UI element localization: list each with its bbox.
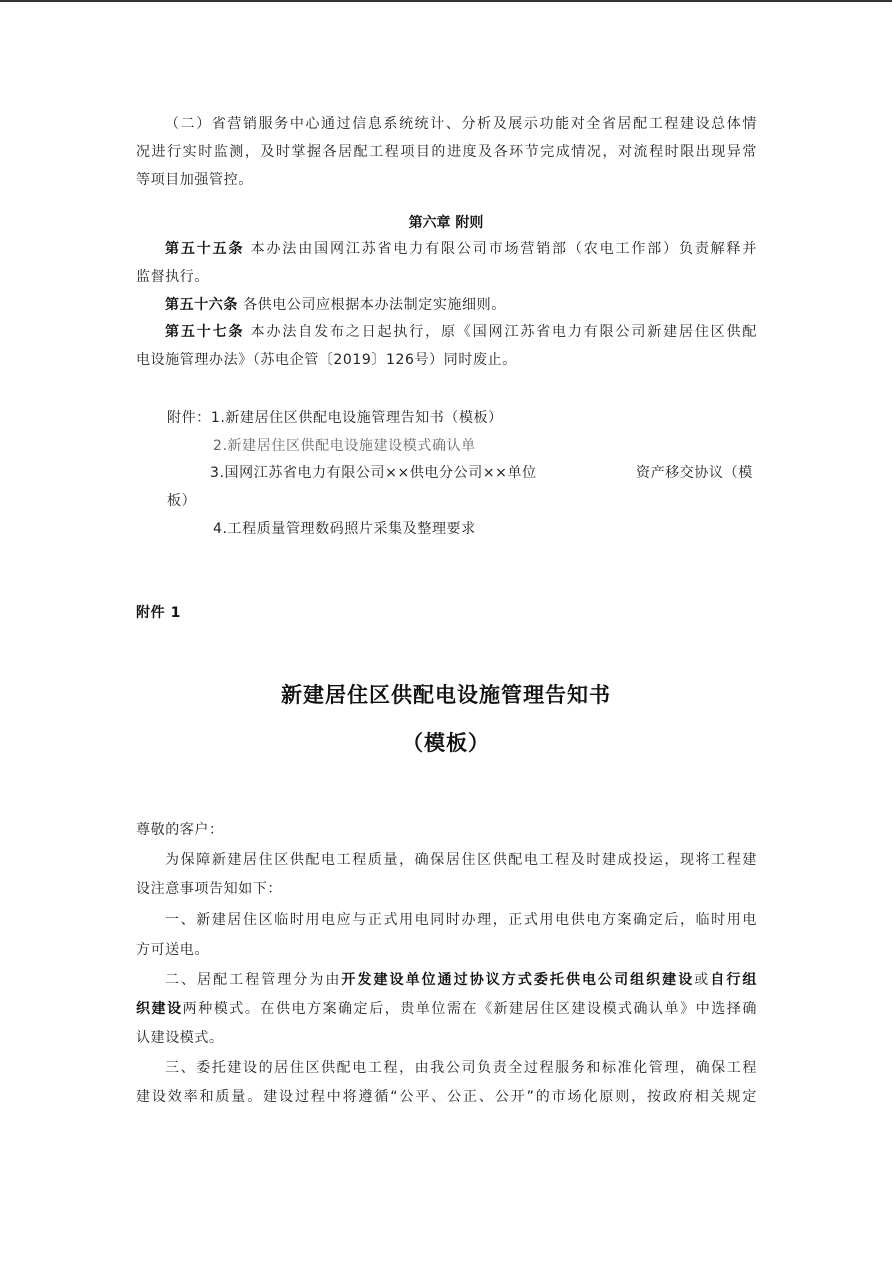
attachment-item-2: 2.新建居住区供配电设施建设模式确认单 — [213, 438, 476, 454]
notice-paragraph-1-line-2: 设注意事项告知如下： — [136, 881, 282, 897]
article-57-text: 本办法自发布之日起执行，原《国网江苏省电力有限公司新建居住区供配 — [250, 324, 758, 340]
chapter-heading: 第六章 附则 — [408, 215, 484, 231]
notice-paragraph-1-line-1: 为保障新建居住区供配电工程质量，确保居住区供配电工程及时建成投运，现将工程建 — [165, 852, 757, 868]
article-56 — [165, 295, 506, 315]
article-55-line-1 — [165, 239, 757, 259]
attachment-item-3-part-2: 资产移交协议（模 — [636, 465, 753, 481]
article-55-line-2: 监督执行。 — [136, 269, 209, 285]
notice-item-3-line-1: 三、委托建设的居住区供配电工程，由我公司负责全过程服务和标准化管理，确保工程 — [165, 1060, 757, 1076]
notice-item-2-bold-self-mode-b: 织建设 — [136, 1001, 183, 1017]
monitoring-paragraph-line-1: （二）省营销服务中心通过信息系统统计、分析及展示功能对全省居配工程建设总体情 — [165, 116, 757, 132]
notice-item-2-line-1 — [165, 970, 757, 990]
notice-item-1-line-2: 方可送电。 — [136, 942, 209, 958]
monitoring-paragraph-line-3: 等项目加强管控。 — [136, 172, 253, 188]
attachment-item-4: 4.工程质量管理数码照片采集及整理要求 — [213, 521, 476, 537]
article-56-text: 各供电公司应根据本办法制定实施细则。 — [243, 297, 506, 313]
article-55-text: 本办法由国网江苏省电力有限公司市场营销部（农电工作部）负责解释并 — [250, 241, 758, 257]
notice-item-1-line-1: 一、新建居住区临时用电应与正式用电同时办理，正式用电供电方案确定后，临时用电 — [165, 912, 757, 928]
article-57-line-1 — [165, 322, 757, 342]
appendix-label: 附件 1 — [136, 605, 182, 621]
salutation: 尊敬的客户： — [136, 822, 224, 838]
monitoring-paragraph-line-2: 况进行实时监测，及时掌握各居配工程项目的进度及各环节完成情况，对流程时限出现异常 — [136, 144, 757, 160]
notice-item-2-text-b: 两种模式。在供电方案确定后，贵单位需在《新建居住区建设模式确认单》中选择确 — [182, 1001, 757, 1017]
article-57-line-2: 电设施管理办法》（苏电企管〔2019〕126号）同时废止。 — [136, 352, 517, 368]
appendix-subtitle: （模板） — [402, 730, 490, 755]
attachment-item-3-continuation: 板） — [167, 493, 197, 509]
article-56-label: 第五十六条 — [165, 297, 238, 313]
notice-item-2-bold-entrusted-mode: 开发建设单位通过协议方式委托供电公司组织建设 — [341, 972, 695, 988]
article-55-label: 第五十五条 — [165, 241, 245, 257]
attachment-item-3-part-1: 3.国网江苏省电力有限公司××供电分公司××单位 — [210, 465, 537, 481]
attachments-label: 附件： — [167, 410, 211, 426]
attachment-item-1-text: 1.新建居住区供配电设施管理告知书（模板） — [210, 410, 503, 426]
notice-item-2-text-or: 或 — [694, 972, 711, 988]
notice-item-2-line-3: 认建设模式。 — [136, 1030, 224, 1046]
article-57-label: 第五十七条 — [165, 324, 245, 340]
notice-item-2-text-a: 二、居配工程管理分为由 — [165, 972, 342, 988]
notice-item-2-line-2 — [136, 999, 757, 1019]
appendix-title: 新建居住区供配电设施管理告知书 — [281, 682, 611, 707]
notice-item-3-line-2: 建设效率和质量。建设过程中将遵循“公平、公正、公开”的市场化原则，按政府相关规定 — [136, 1089, 757, 1105]
attachment-item-1 — [167, 408, 503, 428]
notice-item-2-bold-self-mode-a: 自行组 — [710, 972, 757, 988]
